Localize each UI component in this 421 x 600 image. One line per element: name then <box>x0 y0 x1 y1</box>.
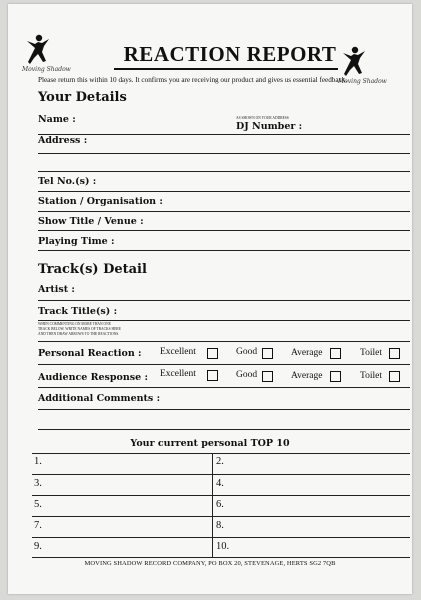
station-field-line[interactable] <box>38 211 410 212</box>
artist-field-line[interactable] <box>38 300 410 301</box>
track-titles-label: Track Title(s) : <box>38 306 118 317</box>
tel-label: Tel No.(s) : <box>38 176 97 187</box>
personal-good-checkbox[interactable] <box>262 348 273 359</box>
title-underline <box>114 68 338 70</box>
track-titles-field-line-2[interactable] <box>38 341 410 342</box>
show-title-label: Show Title / Venue : <box>38 216 144 227</box>
top10-slot-1[interactable]: 1. <box>34 456 42 467</box>
top10-slot-6[interactable]: 6. <box>216 499 224 510</box>
show-title-field-line[interactable] <box>38 230 410 231</box>
instruction-line-2: TRACK BELOW, WRITE NAMES OF TRACKS HERE <box>38 327 121 331</box>
audience-toilet-label: Toilet <box>360 371 383 381</box>
personal-excellent-label: Excellent <box>160 347 196 357</box>
station-label: Station / Organisation : <box>38 196 163 207</box>
instruction-line-1: WHEN COMMENTING ON MORE THAN ONE <box>38 322 111 326</box>
top10-divider <box>212 453 213 557</box>
address-field-line-2[interactable] <box>38 171 410 172</box>
audience-good-label: Good <box>236 370 258 380</box>
playing-time-label: Playing Time : <box>38 236 115 247</box>
additional-comments-label: Additional Comments : <box>38 393 161 404</box>
top10-slot-9[interactable]: 9. <box>34 541 42 552</box>
top10-slot-7[interactable]: 7. <box>34 520 42 531</box>
track-detail-heading: Track(s) Detail <box>38 262 147 277</box>
artist-label: Artist : <box>38 284 75 295</box>
top10-slot-8[interactable]: 8. <box>216 520 224 531</box>
audience-excellent-label: Excellent <box>160 369 196 379</box>
instruction-line-3: AND THEN DRAW ARROWS TO THE REACTIONS. <box>38 332 120 336</box>
top10-title: Your current personal TOP 10 <box>130 438 290 449</box>
dj-number-label: DJ Number : <box>236 121 303 132</box>
personal-reaction-label: Personal Reaction : <box>38 348 142 359</box>
reaction-report-form <box>8 4 412 594</box>
personal-reaction-line <box>38 364 410 365</box>
as-shown-note: AS SHOWN ON YOUR ADDRESS <box>236 116 289 120</box>
personal-excellent-checkbox[interactable] <box>207 348 218 359</box>
top10-top-line <box>32 453 410 454</box>
top10-row-line <box>32 474 410 475</box>
personal-toilet-checkbox[interactable] <box>389 348 400 359</box>
moving-shadow-logo-left <box>22 34 71 78</box>
top10-row-line <box>32 537 410 538</box>
top10-row-line <box>32 516 410 517</box>
top10-slot-2[interactable]: 2. <box>216 456 224 467</box>
audience-average-label: Average <box>291 371 323 381</box>
playing-time-field-line[interactable] <box>38 250 410 251</box>
dancer-icon <box>22 34 52 66</box>
top10-bottom-line <box>32 557 410 558</box>
audience-response-line <box>38 387 410 388</box>
address-field-line-1[interactable] <box>38 153 410 154</box>
personal-average-checkbox[interactable] <box>330 348 341 359</box>
track-titles-field-line[interactable] <box>38 320 410 321</box>
name-label: Name : <box>38 114 76 125</box>
comments-field-line-2[interactable] <box>38 429 410 430</box>
name-field-line[interactable] <box>38 134 410 135</box>
audience-excellent-checkbox[interactable] <box>207 370 218 381</box>
audience-average-checkbox[interactable] <box>330 371 341 382</box>
page-title: REACTION REPORT <box>123 42 337 66</box>
your-details-heading: Your Details <box>38 90 127 105</box>
comments-field-line-1[interactable] <box>38 409 410 410</box>
logo-script-text: Moving Shadow <box>338 78 387 85</box>
top10-slot-5[interactable]: 5. <box>34 499 42 510</box>
top10-slot-10[interactable]: 10. <box>216 541 230 552</box>
top10-row-line <box>32 495 410 496</box>
logo-script-text: Moving Shadow <box>22 66 71 73</box>
top10-slot-4[interactable]: 4. <box>216 478 224 489</box>
audience-response-label: Audience Response : <box>38 372 148 383</box>
audience-good-checkbox[interactable] <box>262 371 273 382</box>
personal-good-label: Good <box>236 347 258 357</box>
address-label: Address : <box>38 135 88 146</box>
personal-average-label: Average <box>291 348 323 358</box>
company-address-footer: MOVING SHADOW RECORD COMPANY, PO BOX 20, STEVENAGE, HERTS SG2 7QB <box>84 560 336 567</box>
tel-field-line[interactable] <box>38 191 410 192</box>
top10-slot-3[interactable]: 3. <box>34 478 42 489</box>
audience-toilet-checkbox[interactable] <box>389 371 400 382</box>
return-notice: Please return this within 10 days. It confirms you are receiving our product and gives us essential feedback. <box>38 76 348 84</box>
personal-toilet-label: Toilet <box>360 348 383 358</box>
